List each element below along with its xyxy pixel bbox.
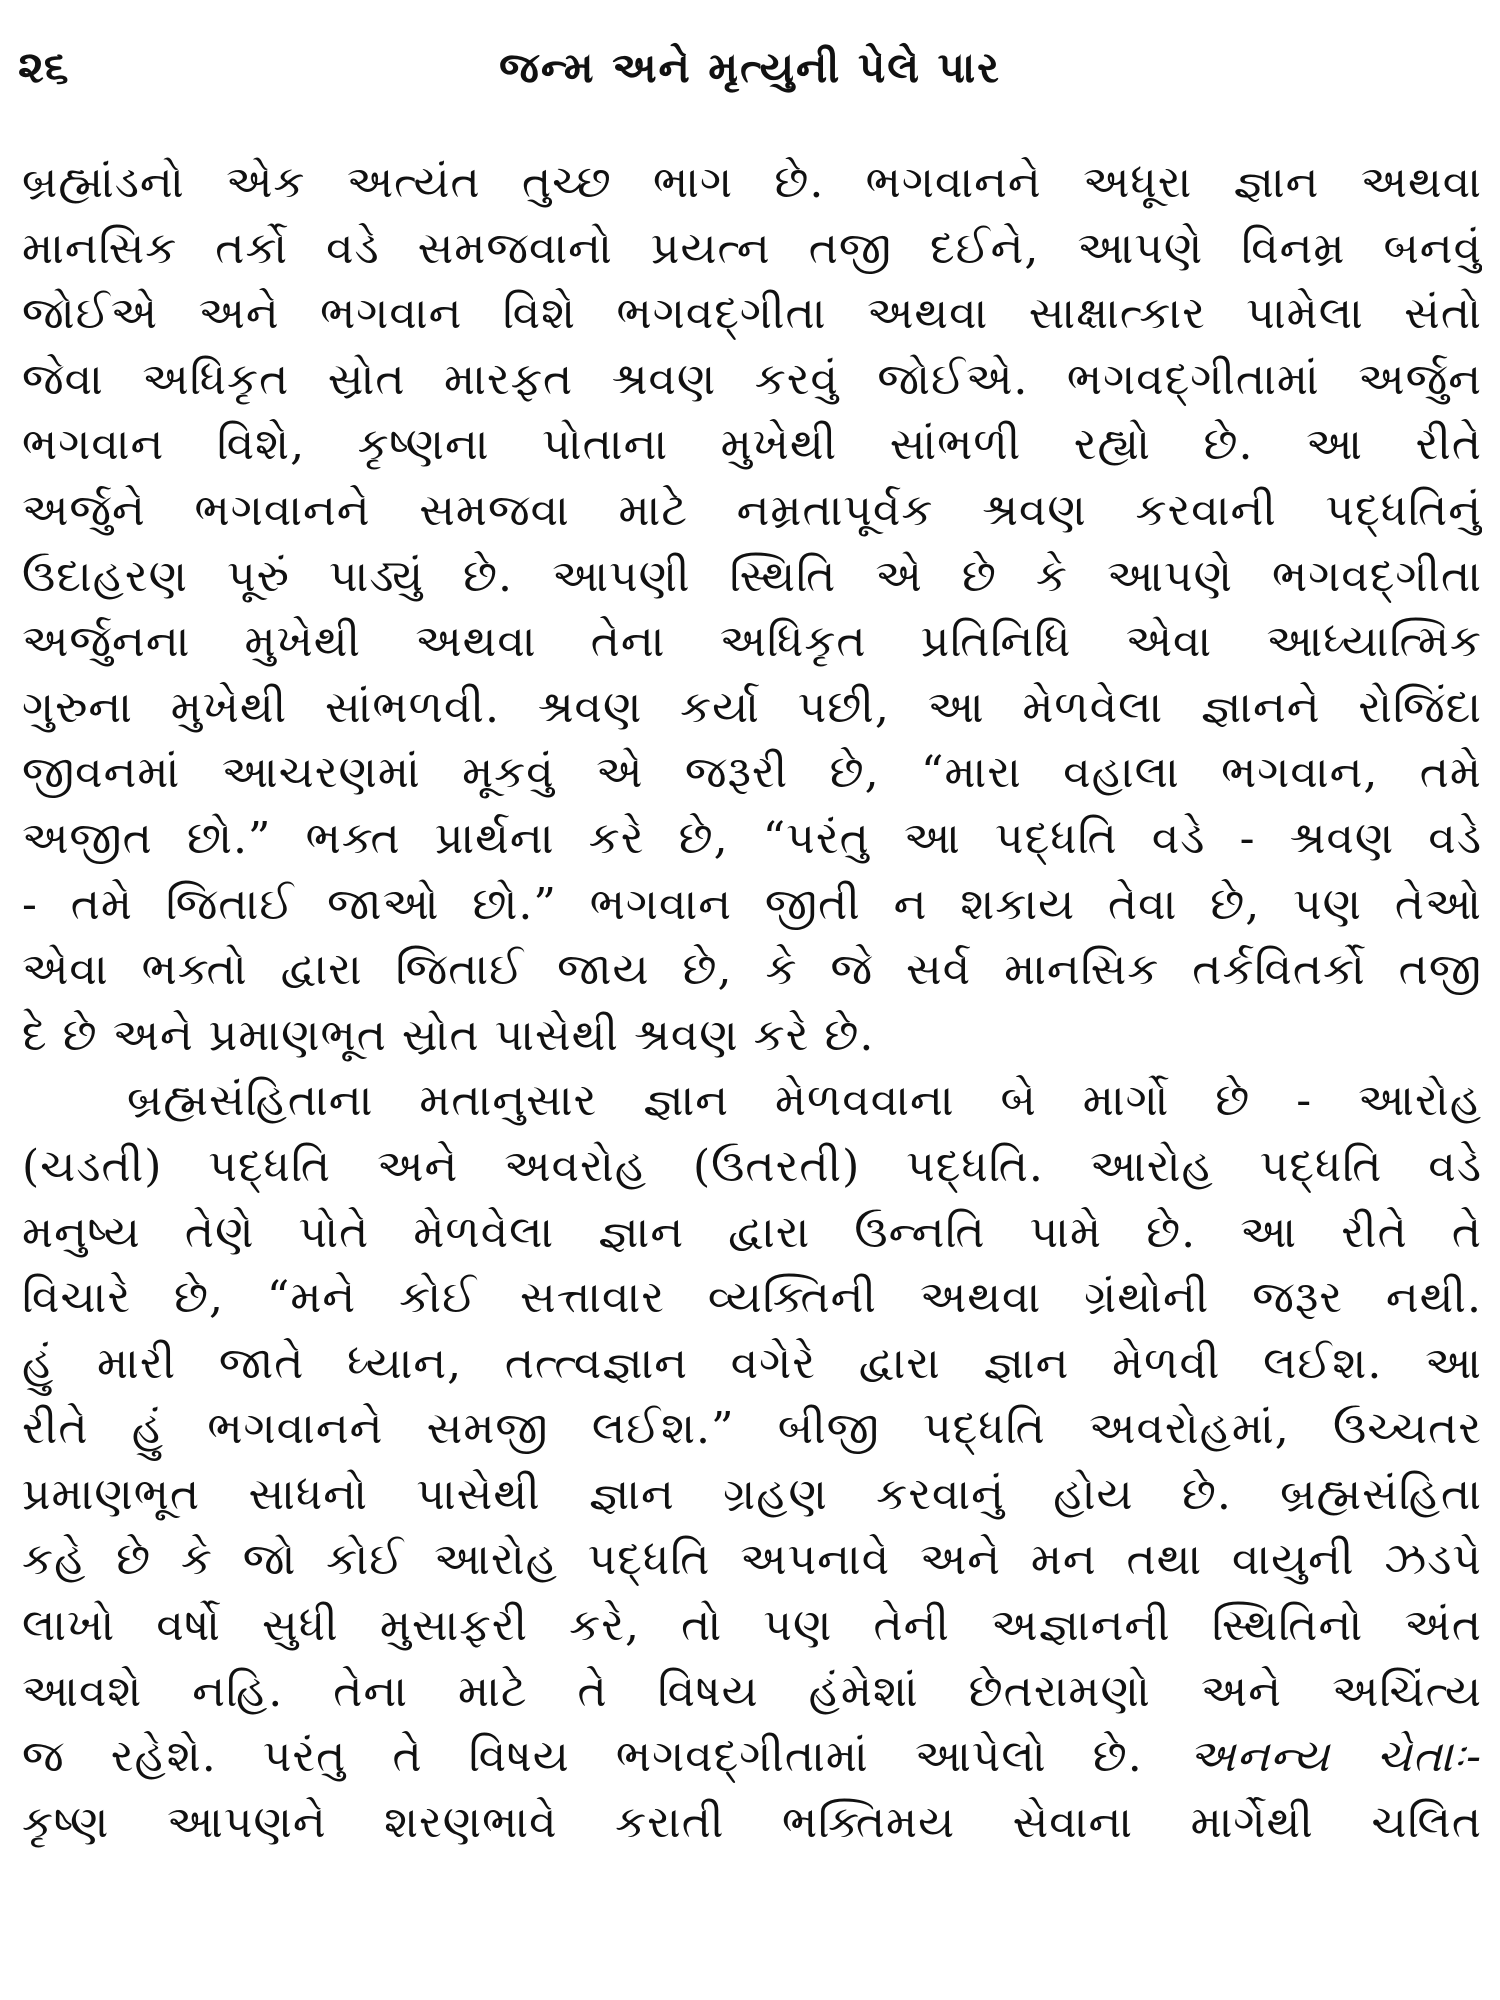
running-title: જન્મ અને મૃત્યુની પેલે પાર <box>499 43 1001 92</box>
italic-phrase: અનન્ય ચેતાઃ- <box>1188 1731 1482 1783</box>
text-line: વિચારે છે, “મને કોઈ સત્તાવાર વ્યક્તિની અથવા ગ્રંથોની જરૂર નથી. <box>22 1272 1482 1324</box>
text-line: (ચડતી) પદ્ધતિ અને અવરોહ (ઉતરતી) પદ્ધતિ. આરોહ પદ્ધતિ વડે <box>22 1140 1482 1192</box>
text-line: મનુષ્ય તેણે પોતે મેળવેલા જ્ઞાન દ્વારા ઉન્નતિ પામે છે. આ રીતે તે <box>22 1206 1482 1258</box>
text-line: અર્જુને ભગવાનને સમજવા માટે નમ્રતાપૂર્વક શ્રવણ કરવાની પદ્ધતિનું <box>22 484 1482 536</box>
text-line: અજીત છો.” ભક્ત પ્રાર્થના કરે છે, “પરંતુ આ પદ્ધતિ વડે - શ્રવણ વડે <box>22 812 1482 864</box>
text-line: હું મારી જાતે ધ્યાન, તત્ત્વજ્ઞાન વગેરે દ્વારા જ્ઞાન મેળવી લઈશ. આ <box>22 1337 1482 1389</box>
text-line: આવશે નહિ. તેના માટે તે વિષય હંમેશાં છેતરામણો અને અચિંત્ય <box>22 1665 1482 1717</box>
text-line: જીવનમાં આચરણમાં મૂકવું એ જરૂરી છે, “મારા વહાલા ભગવાન, તમે <box>22 747 1482 799</box>
text-line: ગુરુના મુખેથી સાંભળવી. શ્રવણ કર્યા પછી, આ મેળવેલા જ્ઞાનને રોજિંદા <box>22 681 1482 733</box>
text-line: માનસિક તર્કો વડે સમજવાનો પ્રયત્ન તજી દઈને, આપણે વિનમ્ર બનવું <box>22 222 1482 274</box>
paragraph-1 <box>22 150 1482 1068</box>
text-line: એવા ભક્તો દ્વારા જિતાઈ જાય છે, કે જે સર્વ માનસિક તર્કવિતર્કો તજી <box>22 944 1482 996</box>
text-line: બ્રહ્માંડનો એક અત્યંત તુચ્છ ભાગ છે. ભગવાનને અધૂરા જ્ઞાન અથવા <box>22 157 1482 208</box>
text-line: રીતે હું ભગવાનને સમજી લઈશ.” બીજી પદ્ધતિ અવરોહમાં, ઉચ્ચતર <box>22 1403 1482 1455</box>
text-line: ઉદાહરણ પૂરું પાડ્યું છે. આપણી સ્થિતિ એ છે કે આપણે ભગવદ્ગીતા <box>22 550 1482 602</box>
text-line: દે છે અને પ્રમાણભૂત સ્રોત પાસેથી શ્રવણ કરે છે. <box>22 1009 875 1061</box>
text-line-fragment: જ રહેશે. પરંતુ તે વિષય ભગવદ્ગીતામાં આપેલો છે. <box>22 1731 1143 1783</box>
text-line: જોઈએ અને ભગવાન વિશે ભગવદ્ગીતા અથવા સાક્ષાત્કાર પામેલા સંતો <box>22 288 1482 340</box>
text-line: જેવા અધિકૃત સ્રોત મારફત શ્રવણ કરવું જોઈએ. ભગવદ્ગીતામાં અર્જુન <box>22 353 1482 405</box>
page-number: ૨૬ <box>18 42 69 93</box>
text-line: કૃષ્ણ આપણને શરણભાવે કરાતી ભક્તિમય સેવાના માર્ગેથી ચલિત <box>22 1796 1482 1848</box>
paragraph-2 <box>22 1068 1482 1855</box>
text-line: કહે છે કે જો કોઈ આરોહ પદ્ધતિ અપનાવે અને મન તથા વાયુની ઝડપે <box>22 1534 1482 1586</box>
text-line: અર્જુનના મુખેથી અથવા તેના અધિકૃત પ્રતિનિધિ એવા આધ્યાત્મિક <box>22 616 1482 668</box>
page-header <box>18 38 1482 98</box>
text-line: બ્રહ્મસંહિતાના મતાનુસાર જ્ઞાન મેળવવાના બે માર્ગો છે - આરોહ <box>127 1075 1482 1127</box>
text-line: લાખો વર્ષો સુધી મુસાફરી કરે, તો પણ તેની અજ્ઞાનની સ્થિતિનો અંત <box>22 1600 1482 1652</box>
text-line: પ્રમાણભૂત સાધનો પાસેથી જ્ઞાન ગ્રહણ કરવાનું હોય છે. બ્રહ્મસંહિતા <box>22 1468 1482 1520</box>
text-line-with-italic <box>22 1724 1482 1790</box>
body-text <box>22 150 1482 1855</box>
text-line: - તમે જિતાઈ જાઓ છો.” ભગવાન જીતી ન શકાય તેવા છે, પણ તેઓ <box>22 878 1482 930</box>
text-line: ભગવાન વિશે, કૃષ્ણના પોતાના મુખેથી સાંભળી રહ્યો છે. આ રીતે <box>22 419 1482 471</box>
